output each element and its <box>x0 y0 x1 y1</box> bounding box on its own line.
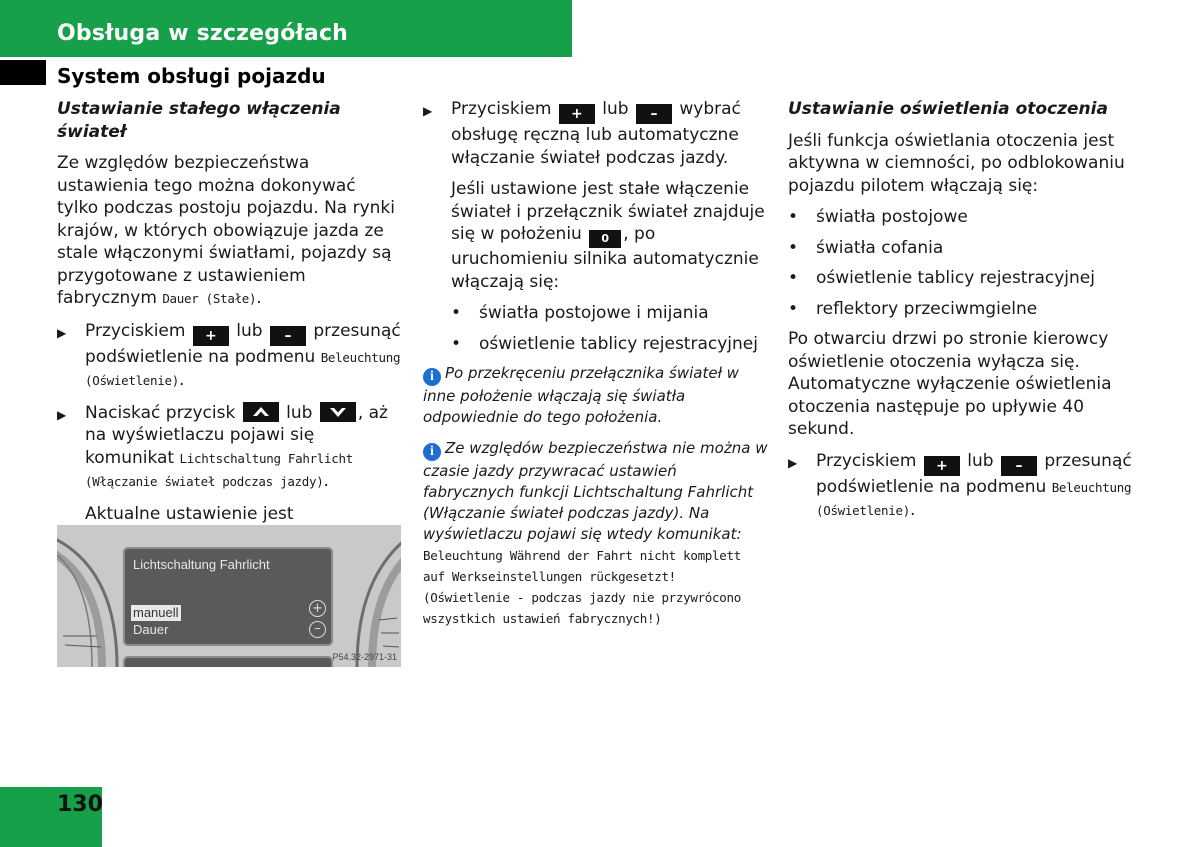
right-column <box>788 98 1133 532</box>
plus-key-icon: + <box>193 326 229 346</box>
note-2: i Ze względów bezpieczeństwa nie można w czasie jazdy przywracać ustawień fabrycznych funkcji Lichtschaltung Fahrlicht (Włączanie świateł podczas jazdy). Na wyświetlaczu pojawi się wtedy komunikat: Beleuchtung Während der Fahrt nicht komplett auf Werkseinstellungen rückgesetzt! (Oświetlenie - podczas jazdy nie przywrócono wszystkich ustawień fabrycznych!) <box>423 439 768 626</box>
display-figure <box>57 525 401 667</box>
arrow-icon: ▶ <box>57 407 67 422</box>
list-item: • reflektory przeciwmgielne <box>788 298 1038 319</box>
note-1: i Po przekręceniu przełącznika świateł w inne położenie włączają się światła odpowiednie do tego położenia. <box>423 364 739 426</box>
left-step-2: ▶ Naciskać przycisk lub , aż na wyświetlaczu pojawi się komunikat Lichtschaltung Fahrlicht (Włączanie świateł podczas jazdy). <box>57 402 402 494</box>
list-item: • oświetlenie tablicy rejestracyjnej <box>788 268 1095 288</box>
arrow-icon: ▶ <box>423 104 433 118</box>
right-step-1: ▶ Przyciskiem + lub – przesunąć podświetlenie na podmenu Beleuchtung (Oświetlenie). <box>788 450 1133 523</box>
list-item: • światła postojowe <box>788 207 968 227</box>
middle-column <box>423 98 768 639</box>
left-subheading: Ustawianie stałego włączenia świateł <box>57 99 341 142</box>
page-number: 130 <box>57 792 103 817</box>
minus-key-icon: – <box>270 326 306 346</box>
middle-paragraph: Jeśli ustawione jest stałe włączenie świateł i przełącznik świateł znajduje się w położeniu 0 , po uruchomieniu silnika automatycznie włączają się: <box>451 179 765 292</box>
screen-title: Lichtschaltung Fahrlicht <box>133 557 270 572</box>
plus-key-icon: + <box>924 456 960 476</box>
figure-reference: P54.32-2971-31 <box>332 652 397 662</box>
option-dauer: Dauer <box>133 622 169 637</box>
down-key-icon <box>320 402 356 422</box>
left-intro-mono: Dauer (Stałe) <box>162 291 257 306</box>
screen-plus-icon: + <box>309 600 326 617</box>
middle-step-1: ▶ Przyciskiem + lub – wybrać obsługę ręczną lub automatyczne włączanie świateł podczas jazdy. <box>423 99 741 168</box>
arrow-icon: ▶ <box>788 455 798 470</box>
info-icon: i <box>423 368 441 386</box>
plus-key-icon: + <box>559 104 595 124</box>
right-intro: Jeśli funkcja oświetlania otoczenia jest aktywna w ciemności, po odblokowaniu pojazdu pilotem włączają się: <box>788 130 1125 196</box>
left-step-2-result: Aktualne ustawienie jest <box>85 503 294 524</box>
minus-key-icon: – <box>636 104 672 124</box>
minus-key-icon: – <box>1001 456 1037 476</box>
list-item: • światła postojowe i mijania <box>451 303 709 323</box>
screen-minus-icon: – <box>309 621 326 638</box>
right-bullet-list <box>788 206 1133 320</box>
list-item: • światła cofania <box>788 237 944 258</box>
chapter-title: Obsługa w szczegółach <box>57 21 349 46</box>
up-key-icon <box>243 402 279 422</box>
option-manuell: manuell <box>133 605 179 620</box>
left-column <box>57 98 402 557</box>
left-intro: Ze względów bezpieczeństwa ustawienia tego można dokonywać tylko podczas postoju pojazdu. Na rynki krajów, w których obowiązuje jazda ze stale włączonymi światłami, pojazdy są przygotowane z ustawieniem fabrycznym Dauer (Stałe). <box>57 153 395 308</box>
left-step-1: ▶ Przyciskiem + lub – przesunąć podświetlenie na podmenu Beleuchtung (Oświetlenie). <box>57 320 402 393</box>
right-subheading: Ustawianie oświetlenia otoczenia <box>788 99 1108 119</box>
middle-bullet-list <box>451 302 768 355</box>
arrow-icon: ▶ <box>57 325 67 340</box>
section-title: System obsługi pojazdu <box>57 64 326 88</box>
right-paragraph-2: Po otwarciu drzwi po stronie kierowcy oświetlenie otoczenia wyłącza się. Automatyczne wyłączenie oświetlenia otoczenia następuje po upływie 40 sekund. <box>788 329 1112 439</box>
info-icon: i <box>423 443 441 461</box>
section-marker <box>0 60 46 85</box>
switch-position-0-key: 0 <box>589 230 621 248</box>
list-item: • oświetlenie tablicy rejestracyjnej <box>451 333 758 354</box>
